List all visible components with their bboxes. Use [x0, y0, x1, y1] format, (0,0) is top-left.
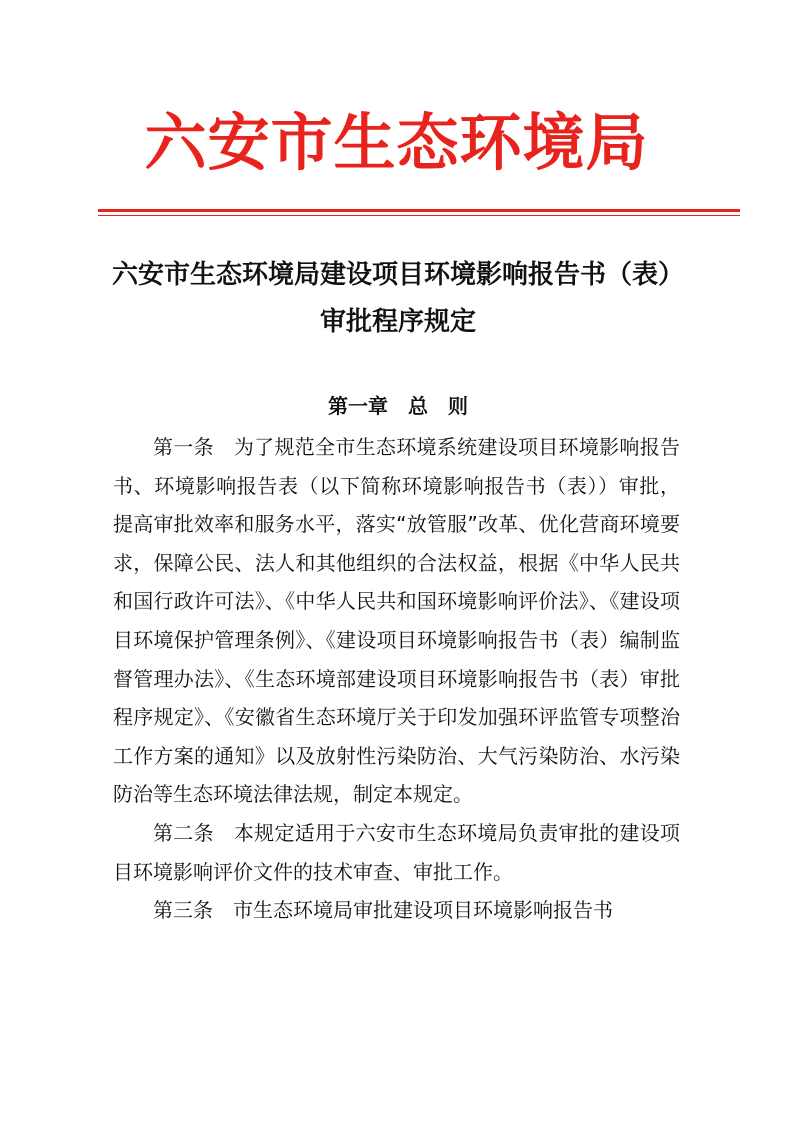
article-text: 本规定适用于六安市生态环境局负责审批的建设项目环境影响评价文件的技术审查、审批工作。: [113, 820, 680, 884]
article-label: 第三条: [153, 898, 213, 923]
document-body: [113, 428, 680, 930]
letterhead-org-name: 六安市生态环境局: [144, 106, 649, 179]
article-paragraph: [113, 814, 680, 891]
article-label: 第二条: [153, 820, 214, 845]
article-label: 第一条: [153, 435, 214, 459]
document-title-line-1: 六安市生态环境局建设项目环境影响报告书（表）: [111, 260, 684, 290]
document-title: [98, 252, 698, 346]
chapter-heading: 第一章 总 则: [328, 394, 468, 418]
article-paragraph: [113, 891, 680, 930]
article-text: 市生态环境局审批建设项目环境影响报告书: [233, 898, 613, 923]
letterhead-red-rule-thin: [98, 215, 740, 216]
article-text: 为了规范全市生态环境系统建设项目环境影响报告书、环境影响报告表（以下简称环境影响报告书（表））审批，提高审批效率和服务水平，落实“放管服”改革、优化营商环境要求，保障公民、法人和其他组织的合法权益，根据《中华人民共和国行政许可法》、《中华人民共和国环境影响评价法》、《建设项目环境保护管理条例》、《建设项目环境影响报告书（表）编制监督管理办法》、《生态环境部建设项目环境影响报告书（表）审批程序规定》、《安徽省生态环境厅关于印发加强环评监管专项整治工作方案的通知》以及放射性污染防治、大气污染防治、水污染防治等生态环境法律法规，制定本规定。: [113, 435, 680, 807]
letterhead-red-rule-thick: [98, 209, 740, 212]
document-title-line-2: 审批程序规定: [319, 307, 476, 337]
article-paragraph: [113, 428, 680, 814]
